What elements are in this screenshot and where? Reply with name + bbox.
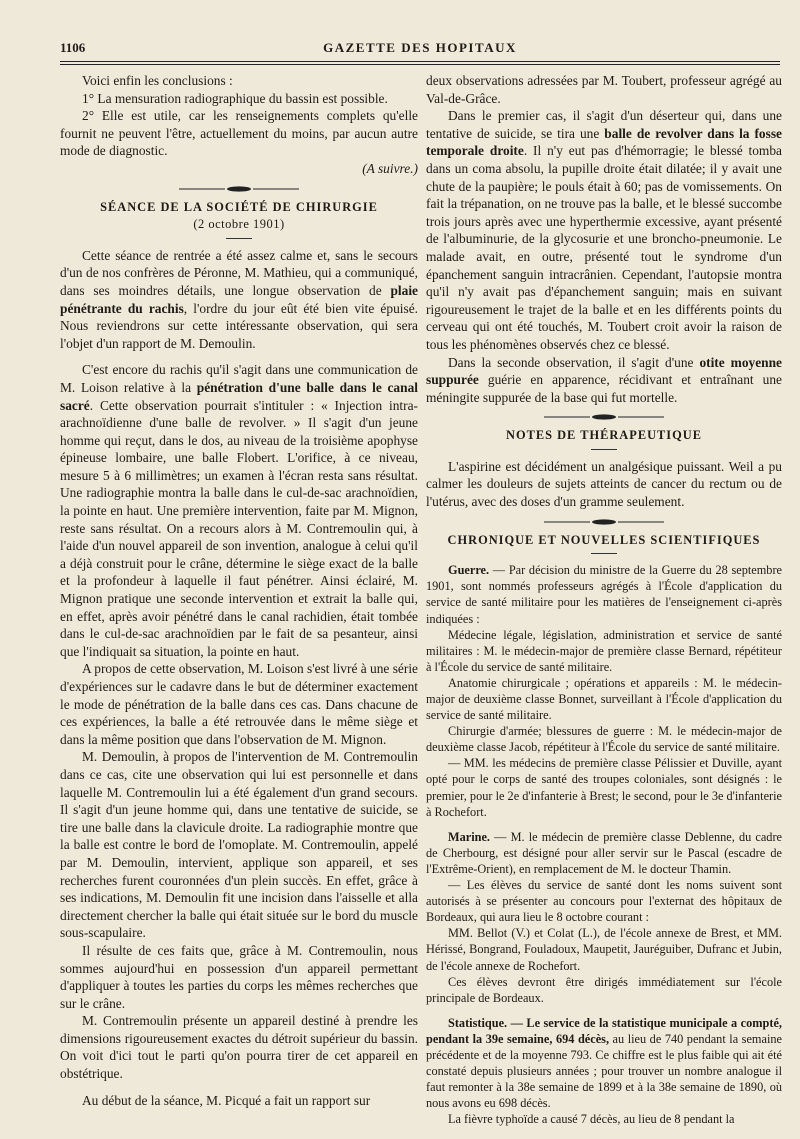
item-guerre-medecine-legale: Médecine légale, législation, administration et service de santé militaires : M. le médecin-major de première classe Bernard, répétiteur à l'École du service de santé militaire.	[426, 627, 782, 674]
section-title-therapeutique: NOTES DE THÉRAPEUTIQUE	[506, 428, 702, 443]
item-guerre-chirurgie: Chirurgie d'armée; blessures de guerre : M. le médecin-major de deuxième classe Jacob, répétiteur à l'École du service de santé militaire.	[426, 724, 782, 755]
item-marine-bordeaux: Ces élèves devront être dirigés immédiatement sur l'école principale de Bordeaux.	[426, 974, 782, 1005]
section-divider-ornament	[179, 185, 299, 193]
section-divider-ornament	[544, 518, 664, 526]
item-marine-eleves: — Les élèves du service de santé dont les noms suivent sont autorisés à se présenter au concours pour l'externat des hôpitaux de Bordeaux, qui aura lieu le 8 octobre courant :	[426, 878, 782, 925]
paragraph-toubert: deux observations adressées par M. Toubert, professeur agrégé au Val-de-Grâce.	[426, 73, 782, 106]
paragraph-premier-cas: Dans le premier cas, il s'agit d'un déserteur qui, dans une tentative de suicide, se tira une balle de revolver dans la fosse temporale droite. Il n'y eut pas d'hémorragie; le blessé tomba dans un coma absolu, la pupille droite était dilatée; il y avait une chute de la paupière; le pouls était à 60; pas de vomissements. On fait la trépanation, on ne trouve pas la balle, et le blessé succombe trois jours après avec une hyperthermie excessive, ayant présenté de l'albuminurie, de la glycosurie et une broncho-pneumonie. Le malade avait, en outre, présenté tout le syndrome d'un épanchement sanguin intracrânien. Cependant, l'autopsie montra qu'il n'y avait pas d'épanchement sanguin; mais en suivant rigoureusement le trajet de la balle et en les différents points du cerveau qui ont été touchés, M. Toubert croit avoir la raison de tous les phénomènes observés chez ce blessé.	[426, 108, 782, 352]
label-marine: Marine.	[448, 829, 491, 844]
section-date: (2 octobre 1901)	[193, 217, 285, 232]
paragraph-seconde-observation: Dans la seconde observation, il s'agit d'une otite moyenne suppurée guérie en apparence, récidivant et entraînant une méningite suppurée de la base qui fut mortelle.	[426, 354, 782, 405]
chronique-body	[426, 562, 782, 1127]
section-title-societe-chirurgie: SÉANCE DE LA SOCIÉTÉ DE CHIRURGIE	[100, 199, 378, 214]
header-rule-thick	[60, 61, 780, 62]
paragraph-loison: C'est encore du rachis qu'il s'agit dans une communication de M. Loison relative à la pénétration d'une balle dans le canal sacré. Cette observation pourrait s'intituler : « Injection intra-arachnoïdienne d'une balle de revolver. » Il s'agit d'un jeune homme qui reçut, dans le dos, au niveau de la troisième apophyse épineuse lombaire, une balle Flobert. L'orifice, à ce niveau, mesure 5 à 6 millimètres; un examen à l'écran resta sans résultat. Une radiographie montra la balle dans le cul-de-sac arachnoïdien, la pointe en haut. Une première intervention, faite par M. Mignon, reste sans résultat. On a recours alors à M. Contremoulin qui, à l'aide d'un nouvel appareil de son invention, analogue à celui qu'il a déjà construit pour le crâne, détermine le siège exact de la balle et la profondeur à laquelle il faut pénétrer. Ainsi éclairé, M. Mignon pratique une seconde intervention et extrait la balle qui, en effet, après avoir pénétré dans le canal rachidien, était tombée dans le cul-de-sac arachnoïdien par le fait de sa pesanteur, ainsi que l'indiquait sa situation, la pointe en haut.	[60, 362, 418, 659]
emphasis-plaie-rachis: plaie pénétrante du rachis	[60, 282, 418, 316]
right-column	[426, 72, 782, 1132]
header-rule-thin	[60, 64, 780, 65]
short-rule	[591, 449, 617, 450]
item-guerre-coloniales: — MM. les médecins de première classe Pélissier et Duville, ayant opté pour le corps de santé des troupes coloniales, sont désignés : le premier, pour le 2e d'infanterie à Brest; le second, pour le 3e d'infanterie à Rochefort.	[426, 756, 782, 819]
paragraph-picque: Au début de la séance, M. Picqué a fait un rapport sur	[82, 1092, 371, 1108]
paragraph-demoulin: M. Demoulin, à propos de l'intervention de M. Contremoulin dans ce cas, cite une observation qui lui est personnelle et dans laquelle M. Contremoulin lui a été également d'un grand secours. Il s'agit d'un jeune homme qui, dans une tentative de suicide, se tire une balle dans la clavicule droite. La radiographie montre que la balle est contre le bord de l'omoplate. M. Contremoulin, appelé par M. Demoulin, intervient, applique son appareil, et ses recherches furent couronnées d'un plein succès. En effet, grâce à ses indications, M. Demoulin fit une incision dans l'aisselle et alla directement chercher la balle qui était située sur le bord du muscle sous-scapulaire.	[60, 749, 418, 941]
emphasis-balle-canal-sacre: pénétration d'une balle dans le canal sacré	[60, 379, 418, 413]
conclusion-1: 1° La mensuration radiographique du bassin est possible.	[82, 90, 388, 106]
short-rule	[591, 553, 617, 554]
paragraph-seance: Cette séance de rentrée a été assez calme et, sans le secours d'un de nos confrères de Péronne, M. Mathieu, qui a communiqué, dans ses moindres détails, une longue observation de plaie pénétrante du rachis, l'ordre du jour eût été bien vite épuisé. Nous reviendrons sur cette intéressante observation, qui sera l'objet d'un rapport de M. Demoulin.	[60, 247, 418, 351]
page-header	[60, 40, 780, 60]
short-rule	[226, 238, 252, 239]
paragraph-appareil: M. Contremoulin présente un appareil destiné à prendre les dimensions rigoureusement exactes du détroit supérieur du bassin. On voit d'ici tout le parti qu'on pourra tirer de cet appareil en obstétrique.	[60, 1013, 418, 1082]
paragraph-experiences: A propos de cette observation, M. Loison s'est livré à une série d'expériences sur le cadavre dans le but de déterminer exactement le mode de pénétration de la balle dans ces cas. Dans chacune de ces expériences, la balle a été retrouvée dans le même siège et dans la même position que dans l'observation de M. Mignon.	[60, 661, 418, 747]
item-guerre: Guerre. — Par décision du ministre de la Guerre du 28 septembre 1901, sont nommés professeurs agrégés à l'École d'application du service de santé militaire pour les matières de l'enseignement ci-après indiquées :	[426, 563, 782, 626]
emphasis-balle-revolver: balle de revolver dans la fosse temporale droite	[426, 125, 782, 159]
paragraph-aspirine: L'aspirine est décidément un analgésique puissant. Weil a pu calmer les douleurs de sujets atteints de cancer du rectum ou de l'utérus, avec des doses d'un gramme seulement.	[426, 458, 782, 510]
journal-title: GAZETTE DES HOPITAUX	[323, 40, 517, 55]
to-be-continued: (A suivre.)	[362, 160, 418, 176]
left-column	[60, 72, 418, 1132]
label-statistique: Statistique. — Le service de la statistique municipale a compté, pendant la 39e semaine, 694 décès,	[426, 1015, 782, 1046]
conclusions-intro: Voici enfin les conclusions :	[82, 73, 233, 88]
item-marine-noms: MM. Bellot (V.) et Colat (L.), de l'école annexe de Brest, et MM. Hérissé, Bongrand, Fouladoux, Maupetit, Jauréguiber, Dufranc et Jubin, de l'école annexe de Rochefort.	[426, 926, 782, 973]
page-number: 1106	[60, 40, 86, 55]
item-guerre-anatomie: Anatomie chirurgicale ; opérations et appareils : M. le médecin-major de deuxième classe Bonnet, surveillant à l'École d'application du service de santé militaire.	[426, 675, 782, 723]
item-statistique: Statistique. — Le service de la statistique municipale a compté, pendant la 39e semaine, 694 décès, au lieu de 740 pendant la semaine précédente et de la moyenne 793. Ce chiffre est le plus faible qui ait été constaté depuis plusieurs années ; pour trouver un nombre analogue il faut remonter à la 38e semaine de 1899 et à la 38e semaine de 1890, où nous avons eu 698 décès.	[426, 1015, 782, 1111]
section-title-chronique: CHRONIQUE ET NOUVELLES SCIENTIFIQUES	[447, 532, 761, 547]
conclusion-2: 2° Elle est utile, car les renseignements complets qu'elle fournit ne peuvent l'être, actuellement du moins, par aucun autre mode de diagnostic.	[60, 108, 418, 159]
emphasis-otite: otite moyenne suppurée	[426, 354, 782, 388]
paragraph-resultat: Il résulte de ces faits que, grâce à M. Contremoulin, nous sommes aujourd'hui en possession d'un appareil permettant d'appliquer à toutes les parties du corps les mêmes recherches que sur le crâne.	[60, 942, 418, 1011]
section-divider-ornament	[544, 413, 664, 421]
item-fievre-typhoide: La fièvre typhoïde a causé 7 décès, au lieu de 8 pendant la	[448, 1112, 735, 1127]
item-marine: Marine. — M. le médecin de première classe Deblenne, du cadre de Cherbourg, est désigné pour aller servir sur le Pascal (escadre de l'Extrême-Orient), en remplacement de M. le docteur Thamin.	[426, 829, 782, 876]
label-guerre: Guerre.	[448, 563, 490, 578]
